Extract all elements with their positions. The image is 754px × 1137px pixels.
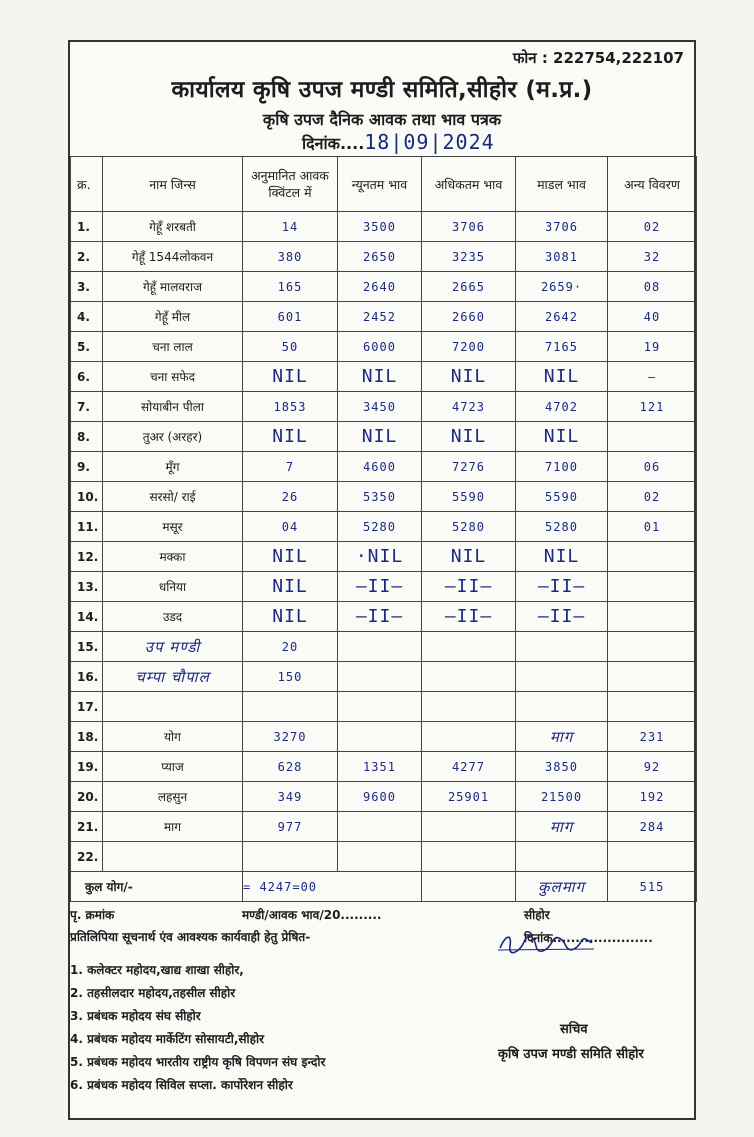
recipient-item: 3. प्रबंधक महोदय संघ सीहोर bbox=[70, 1009, 201, 1023]
row-commodity: गेहूँ शरबती bbox=[103, 212, 243, 242]
row-other bbox=[608, 842, 697, 872]
row-other: 231 bbox=[608, 722, 697, 752]
row-max-rate: —II— bbox=[422, 602, 516, 632]
table-row bbox=[71, 842, 697, 872]
row-model-rate: 5590 bbox=[516, 482, 608, 512]
row-arrival: 7 bbox=[243, 452, 338, 482]
row-model-rate bbox=[516, 692, 608, 722]
grand-total-other: 515 bbox=[608, 872, 697, 902]
table-row bbox=[71, 632, 697, 662]
row-model-rate: 3081 bbox=[516, 242, 608, 272]
row-min-rate: 1351 bbox=[338, 752, 422, 782]
row-commodity: उडद bbox=[103, 602, 243, 632]
row-commodity: माग bbox=[103, 812, 243, 842]
row-max-rate: —II— bbox=[422, 572, 516, 602]
table-header-row bbox=[71, 157, 697, 212]
row-commodity: गेहूँ 1544लोकवन bbox=[103, 242, 243, 272]
table-row bbox=[71, 812, 697, 842]
row-arrival: 150 bbox=[243, 662, 338, 692]
col-arrival: अनुमानित आवक क्विंटल में bbox=[243, 157, 338, 212]
row-arrival: 601 bbox=[243, 302, 338, 332]
row-arrival: 165 bbox=[243, 272, 338, 302]
row-other bbox=[608, 572, 697, 602]
recipient-item: 5. प्रबंधक महोदय भारतीय राष्ट्रीय कृषि विपणन संघ इन्दोर bbox=[70, 1055, 326, 1069]
row-commodity: चना सफेद bbox=[103, 362, 243, 392]
row-arrival: 1853 bbox=[243, 392, 338, 422]
table-row bbox=[71, 392, 697, 422]
table-row bbox=[71, 512, 697, 542]
row-commodity: सरसो/ राई bbox=[103, 482, 243, 512]
recipient-item: 1. कलेक्टर महोदय,खाद्य शाखा सीहोर, bbox=[70, 963, 244, 977]
table-body bbox=[71, 212, 697, 872]
row-model-rate: 7165 bbox=[516, 332, 608, 362]
row-other: 32 bbox=[608, 242, 697, 272]
row-commodity: गेहूँ मालवराज bbox=[103, 272, 243, 302]
row-commodity: चना लाल bbox=[103, 332, 243, 362]
row-max-rate: 2665 bbox=[422, 272, 516, 302]
date-label: दिनांक bbox=[302, 134, 340, 153]
sehore-date: सीहोर दिनांक...................... bbox=[524, 908, 653, 945]
row-model-rate: माग bbox=[516, 812, 608, 842]
row-commodity: लहसुन bbox=[103, 782, 243, 812]
row-sn: 12. bbox=[71, 542, 103, 572]
table-row bbox=[71, 692, 697, 722]
table-row bbox=[71, 782, 697, 812]
row-commodity: चम्पा चौपाल bbox=[103, 662, 243, 692]
row-other bbox=[608, 662, 697, 692]
row-commodity: मक्का bbox=[103, 542, 243, 572]
table-row bbox=[71, 242, 697, 272]
row-commodity bbox=[103, 842, 243, 872]
row-model-rate: 5280 bbox=[516, 512, 608, 542]
row-min-rate: 2452 bbox=[338, 302, 422, 332]
row-commodity: सोयाबीन पीला bbox=[103, 392, 243, 422]
row-max-rate: 4277 bbox=[422, 752, 516, 782]
row-other: 01 bbox=[608, 512, 697, 542]
col-max-rate: अधिकतम भाव bbox=[422, 157, 516, 212]
row-sn: 7. bbox=[71, 392, 103, 422]
row-sn: 8. bbox=[71, 422, 103, 452]
row-other bbox=[608, 632, 697, 662]
phone-numbers: फोन : 222754,222107 bbox=[512, 49, 684, 67]
grand-total-row bbox=[71, 872, 697, 902]
table-row bbox=[71, 452, 697, 482]
copy-line: प्रतिलिपिया सूचनार्थ एंव आवश्यक कार्यवाही हेतु प्रेषित- bbox=[70, 930, 311, 944]
row-sn: 15. bbox=[71, 632, 103, 662]
table-row bbox=[71, 302, 697, 332]
signature bbox=[496, 930, 596, 956]
row-min-rate: —II— bbox=[338, 572, 422, 602]
signatory-title: सचिव bbox=[560, 1022, 588, 1037]
row-model-rate: 4702 bbox=[516, 392, 608, 422]
row-commodity bbox=[103, 692, 243, 722]
table-row bbox=[71, 662, 697, 692]
row-min-rate bbox=[338, 812, 422, 842]
row-other: 121 bbox=[608, 392, 697, 422]
col-commodity: नाम जिन्स bbox=[103, 157, 243, 212]
row-sn: 4. bbox=[71, 302, 103, 332]
row-max-rate: NIL bbox=[422, 422, 516, 452]
row-max-rate: 7276 bbox=[422, 452, 516, 482]
table-row bbox=[71, 542, 697, 572]
office-title: कार्यालय कृषि उपज मण्डी समिति,सीहोर (म.प्र.) bbox=[171, 77, 593, 103]
table-row bbox=[71, 602, 697, 632]
table-row bbox=[71, 572, 697, 602]
row-commodity: उप मण्डी bbox=[103, 632, 243, 662]
row-max-rate bbox=[422, 632, 516, 662]
row-min-rate: NIL bbox=[338, 422, 422, 452]
row-max-rate: 7200 bbox=[422, 332, 516, 362]
row-sn: 13. bbox=[71, 572, 103, 602]
row-min-rate: 2650 bbox=[338, 242, 422, 272]
row-min-rate: —II— bbox=[338, 602, 422, 632]
table-row bbox=[71, 212, 697, 242]
row-min-rate: ·NIL bbox=[338, 542, 422, 572]
row-max-rate: 5280 bbox=[422, 512, 516, 542]
table-row bbox=[71, 362, 697, 392]
row-arrival: NIL bbox=[243, 572, 338, 602]
row-commodity: प्याज bbox=[103, 752, 243, 782]
row-arrival: 380 bbox=[243, 242, 338, 272]
row-sn: 2. bbox=[71, 242, 103, 272]
grand-total-label: कुल योग/- bbox=[71, 872, 243, 902]
row-other bbox=[608, 602, 697, 632]
row-commodity: धनिया bbox=[103, 572, 243, 602]
row-arrival: 349 bbox=[243, 782, 338, 812]
row-model-rate: —II— bbox=[516, 572, 608, 602]
row-commodity: तुअर (अरहर) bbox=[103, 422, 243, 452]
rates-table bbox=[70, 156, 697, 902]
table-row bbox=[71, 482, 697, 512]
date-value: 18|09|2024 bbox=[364, 130, 495, 154]
row-min-rate: 5350 bbox=[338, 482, 422, 512]
table-row bbox=[71, 422, 697, 452]
row-model-rate: —II— bbox=[516, 602, 608, 632]
row-min-rate: NIL bbox=[338, 362, 422, 392]
row-other: 192 bbox=[608, 782, 697, 812]
recipient-item: 2. तहसीलदार महोदय,तहसील सीहोर bbox=[70, 986, 236, 1000]
row-arrival: 26 bbox=[243, 482, 338, 512]
row-sn: 9. bbox=[71, 452, 103, 482]
row-arrival bbox=[243, 692, 338, 722]
row-other bbox=[608, 422, 697, 452]
recipient-item: 4. प्रबंधक महोदय मार्केटिंग सोसायटी,सीहोर bbox=[70, 1032, 265, 1046]
row-sn: 17. bbox=[71, 692, 103, 722]
row-arrival: 20 bbox=[243, 632, 338, 662]
row-arrival: NIL bbox=[243, 362, 338, 392]
row-model-rate: 2642 bbox=[516, 302, 608, 332]
row-min-rate bbox=[338, 632, 422, 662]
row-sn: 11. bbox=[71, 512, 103, 542]
col-other-details: अन्य विवरण bbox=[608, 157, 697, 212]
row-min-rate bbox=[338, 692, 422, 722]
row-commodity: मूँग bbox=[103, 452, 243, 482]
row-min-rate: 2640 bbox=[338, 272, 422, 302]
row-other: 19 bbox=[608, 332, 697, 362]
row-min-rate: 3500 bbox=[338, 212, 422, 242]
row-sn: 3. bbox=[71, 272, 103, 302]
col-model-rate: माडल भाव bbox=[516, 157, 608, 212]
date-line: दिनांक....18|09|2024 bbox=[302, 130, 495, 154]
row-arrival bbox=[243, 842, 338, 872]
sheet-subtitle: कृषि उपज दैनिक आवक तथा भाव पत्रक bbox=[262, 110, 502, 129]
row-other bbox=[608, 692, 697, 722]
row-other: — bbox=[608, 362, 697, 392]
row-model-rate: NIL bbox=[516, 422, 608, 452]
row-max-rate: 2660 bbox=[422, 302, 516, 332]
col-sn: क्र. bbox=[71, 157, 103, 212]
row-max-rate bbox=[422, 812, 516, 842]
row-min-rate: 9600 bbox=[338, 782, 422, 812]
signatory-org: कृषि उपज मण्डी समिति सीहोर bbox=[498, 1047, 644, 1062]
row-arrival: 14 bbox=[243, 212, 338, 242]
row-model-rate bbox=[516, 632, 608, 662]
row-max-rate bbox=[422, 692, 516, 722]
ref-label: पृ. क्रमांक bbox=[70, 908, 115, 922]
row-other bbox=[608, 542, 697, 572]
col-min-rate: न्यूनतम भाव bbox=[338, 157, 422, 212]
row-model-rate: 7100 bbox=[516, 452, 608, 482]
row-min-rate bbox=[338, 722, 422, 752]
row-commodity: योग bbox=[103, 722, 243, 752]
row-sn: 18. bbox=[71, 722, 103, 752]
row-sn: 5. bbox=[71, 332, 103, 362]
row-sn: 16. bbox=[71, 662, 103, 692]
row-other: 02 bbox=[608, 212, 697, 242]
row-max-rate: 3235 bbox=[422, 242, 516, 272]
row-other: 40 bbox=[608, 302, 697, 332]
row-commodity: गेहूँ मील bbox=[103, 302, 243, 332]
row-arrival: 3270 bbox=[243, 722, 338, 752]
row-sn: 1. bbox=[71, 212, 103, 242]
row-sn: 14. bbox=[71, 602, 103, 632]
row-other: 284 bbox=[608, 812, 697, 842]
grand-total-note: कुलमाग bbox=[516, 872, 608, 902]
row-max-rate bbox=[422, 722, 516, 752]
row-other: 08 bbox=[608, 272, 697, 302]
row-model-rate bbox=[516, 842, 608, 872]
row-model-rate: 3850 bbox=[516, 752, 608, 782]
row-max-rate: 5590 bbox=[422, 482, 516, 512]
recipient-item: 6. प्रबंधक महोदय सिविल सप्ला. कार्पोरेशन सीहोर bbox=[70, 1078, 293, 1092]
row-arrival: 628 bbox=[243, 752, 338, 782]
row-max-rate: NIL bbox=[422, 362, 516, 392]
row-min-rate: 3450 bbox=[338, 392, 422, 422]
row-sn: 10. bbox=[71, 482, 103, 512]
row-sn: 20. bbox=[71, 782, 103, 812]
table-row bbox=[71, 332, 697, 362]
row-min-rate bbox=[338, 842, 422, 872]
row-sn: 22. bbox=[71, 842, 103, 872]
row-arrival: 04 bbox=[243, 512, 338, 542]
row-other: 06 bbox=[608, 452, 697, 482]
row-other: 02 bbox=[608, 482, 697, 512]
row-arrival: 50 bbox=[243, 332, 338, 362]
row-model-rate: 21500 bbox=[516, 782, 608, 812]
grand-total-value: = 4247=00 bbox=[243, 872, 422, 902]
row-arrival: NIL bbox=[243, 422, 338, 452]
row-model-rate: माग bbox=[516, 722, 608, 752]
row-sn: 19. bbox=[71, 752, 103, 782]
row-model-rate: NIL bbox=[516, 362, 608, 392]
row-min-rate: 6000 bbox=[338, 332, 422, 362]
row-min-rate: 4600 bbox=[338, 452, 422, 482]
row-sn: 6. bbox=[71, 362, 103, 392]
row-max-rate: 3706 bbox=[422, 212, 516, 242]
row-max-rate: NIL bbox=[422, 542, 516, 572]
row-max-rate: 4723 bbox=[422, 392, 516, 422]
mandi-label: मण्डी/आवक भाव/20......... bbox=[242, 908, 382, 922]
row-arrival: NIL bbox=[243, 602, 338, 632]
row-min-rate: 5280 bbox=[338, 512, 422, 542]
mandi-rate-sheet bbox=[68, 40, 696, 1120]
row-model-rate bbox=[516, 662, 608, 692]
row-model-rate: 2659· bbox=[516, 272, 608, 302]
row-sn: 21. bbox=[71, 812, 103, 842]
row-min-rate bbox=[338, 662, 422, 692]
grand-total-blank bbox=[422, 872, 516, 902]
table-row bbox=[71, 752, 697, 782]
row-commodity: मसूर bbox=[103, 512, 243, 542]
row-other: 92 bbox=[608, 752, 697, 782]
row-model-rate: NIL bbox=[516, 542, 608, 572]
row-arrival: 977 bbox=[243, 812, 338, 842]
table-row bbox=[71, 722, 697, 752]
row-max-rate bbox=[422, 662, 516, 692]
row-max-rate bbox=[422, 842, 516, 872]
row-arrival: NIL bbox=[243, 542, 338, 572]
row-model-rate: 3706 bbox=[516, 212, 608, 242]
row-max-rate: 25901 bbox=[422, 782, 516, 812]
table-row bbox=[71, 272, 697, 302]
